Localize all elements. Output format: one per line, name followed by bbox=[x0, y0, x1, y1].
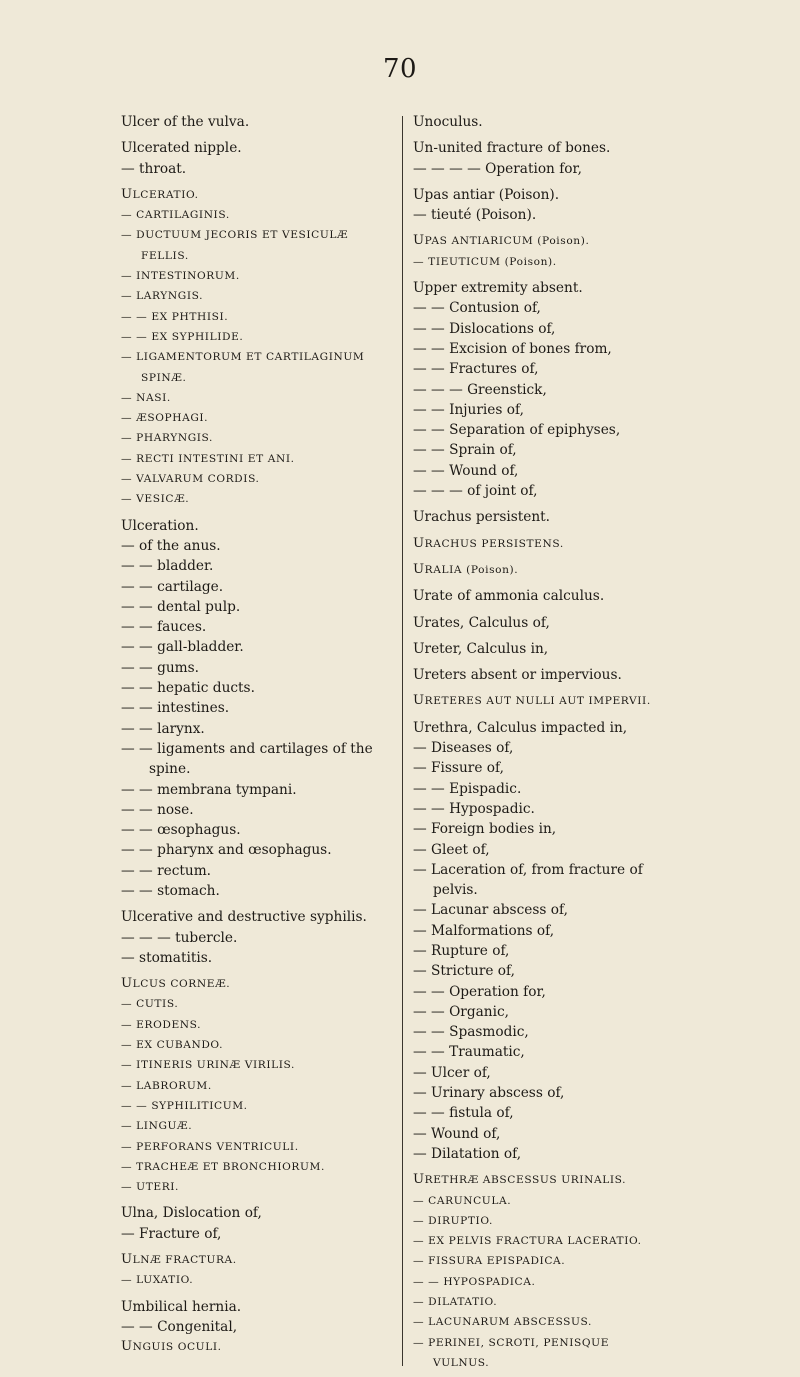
index-entry: — Laceration of, from fracture of bbox=[413, 861, 643, 878]
index-entry: — — Excision of bones from, bbox=[413, 340, 612, 357]
index-entry: — — Wound of, bbox=[413, 462, 519, 479]
index-entry: — — hepatic ducts. bbox=[121, 680, 255, 697]
index-entry-latin: — — HYPOSPADICA. bbox=[413, 1275, 536, 1288]
index-entry: — — ligaments and cartilages of the bbox=[121, 740, 373, 757]
index-entry-latin: — TRACHEÆ ET BRONCHIORUM. bbox=[121, 1160, 325, 1173]
index-entry-latin: FELLIS. bbox=[141, 249, 189, 262]
index-entry-latin: — CARUNCULA. bbox=[413, 1194, 512, 1207]
index-entry: Ureters absent or impervious. bbox=[413, 667, 622, 684]
index-column-left bbox=[121, 112, 391, 1358]
column-divider bbox=[402, 116, 403, 1366]
index-entry: Upas antiar (Poison). bbox=[413, 186, 560, 203]
index-entry: — Lacunar abscess of, bbox=[413, 902, 568, 919]
index-entry: — Diseases of, bbox=[413, 740, 514, 757]
index-entry: — Urinary abscess of, bbox=[413, 1085, 565, 1102]
index-entry: Ulcerative and destructive syphilis. bbox=[121, 909, 367, 926]
index-entry-latin: — EX PELVIS FRACTURA LACERATIO. bbox=[413, 1235, 642, 1248]
index-entry: — — dental pulp. bbox=[121, 598, 241, 615]
index-entry-latin: — ÆSOPHAGI. bbox=[121, 412, 209, 425]
index-entry: — — Sprain of, bbox=[413, 442, 517, 459]
index-entry: — Malformations of, bbox=[413, 922, 555, 939]
index-entry-latin: — EX CUBANDO. bbox=[121, 1039, 224, 1052]
index-entry-latin: — INTESTINORUM. bbox=[121, 270, 240, 283]
index-entry: — — Contusion of, bbox=[413, 300, 541, 317]
index-entry: Ulna, Dislocation of, bbox=[121, 1205, 262, 1222]
index-entry: — — larynx. bbox=[121, 720, 205, 737]
index-entry-latin: — FISSURA EPISPADICA. bbox=[413, 1255, 566, 1268]
index-entry: — stomatitis. bbox=[121, 949, 213, 966]
index-entry-latin: — VESICÆ. bbox=[121, 493, 190, 506]
index-entry: — Ulcer of, bbox=[413, 1064, 491, 1081]
index-entry: — — Spasmodic, bbox=[413, 1024, 529, 1041]
index-entry: — — Hypospadic. bbox=[413, 800, 535, 817]
index-entry-latin: ULNÆ FRACTURA. bbox=[121, 1252, 237, 1268]
index-entry: — — gums. bbox=[121, 659, 200, 676]
index-entry: Upper extremity absent. bbox=[413, 280, 583, 297]
index-entry-latin: — RECTI INTESTINI ET ANI. bbox=[121, 452, 295, 465]
index-entry-latin: — PHARYNGIS. bbox=[121, 432, 213, 445]
index-entry: — — bladder. bbox=[121, 558, 214, 575]
index-entry: — — — tubercle. bbox=[121, 929, 238, 946]
index-entry-latin: — UTERI. bbox=[121, 1181, 180, 1194]
index-entry: Ulceration. bbox=[121, 517, 199, 534]
index-entry-latin: — TIEUTICUM (Poison). bbox=[413, 255, 557, 268]
index-entry: Ureter, Calculus in, bbox=[413, 640, 549, 657]
index-entry: — — fauces. bbox=[121, 619, 207, 636]
index-entry: — — cartilage. bbox=[121, 578, 224, 595]
index-entry: — — nose. bbox=[121, 801, 194, 818]
index-entry-latin: — PERINEI, SCROTI, PENISQUE bbox=[413, 1336, 610, 1349]
index-entry-latin: — — EX SYPHILIDE. bbox=[121, 330, 244, 343]
index-entry: — — Separation of epiphyses, bbox=[413, 422, 621, 439]
index-entry-latin: — VALVARUM CORDIS. bbox=[121, 473, 260, 486]
index-entry: — Fracture of, bbox=[121, 1225, 222, 1242]
index-entry: — — stomach. bbox=[121, 882, 220, 899]
index-entry-latin: — CUTIS. bbox=[121, 998, 179, 1011]
index-entry-latin: — — EX PHTHISI. bbox=[121, 310, 229, 323]
index-entry-latin: — LIGAMENTORUM ET CARTILAGINUM bbox=[121, 351, 365, 364]
index-entry: — — Fractures of, bbox=[413, 361, 539, 378]
index-entry-latin: — LACUNARUM ABSCESSUS. bbox=[413, 1316, 592, 1329]
index-entry: — — Organic, bbox=[413, 1003, 509, 1020]
index-entry-latin: — PERFORANS VENTRICULI. bbox=[121, 1140, 299, 1153]
index-entry: — Foreign bodies in, bbox=[413, 821, 557, 838]
index-entry-latin: — LINGUÆ. bbox=[121, 1120, 193, 1133]
page-number: 70 bbox=[382, 54, 418, 84]
index-entry: — — Dislocations of, bbox=[413, 320, 556, 337]
index-entry: — Stricture of, bbox=[413, 963, 515, 980]
index-column-right bbox=[413, 112, 709, 1373]
index-entry: — Wound of, bbox=[413, 1125, 501, 1142]
index-entry-latin: — DIRUPTIO. bbox=[413, 1214, 493, 1227]
index-entry-latin: URACHUS PERSISTENS. bbox=[413, 535, 564, 551]
index-entry-latin: UNGUIS OCULI. bbox=[121, 1339, 222, 1355]
index-entry: Umbilical hernia. bbox=[121, 1298, 242, 1315]
index-entry-latin: — DILATATIO. bbox=[413, 1296, 498, 1309]
index-entry: Ulcerated nipple. bbox=[121, 140, 242, 157]
index-entry: — — Injuries of, bbox=[413, 401, 524, 418]
index-entry: Un-united fracture of bones. bbox=[413, 140, 611, 157]
index-entry: — Rupture of, bbox=[413, 942, 510, 959]
index-entry-latin: SPINÆ. bbox=[141, 371, 187, 384]
index-entry: — — rectum. bbox=[121, 862, 212, 879]
index-entry: — — œsophagus. bbox=[121, 822, 241, 839]
index-entry: — Fissure of, bbox=[413, 760, 504, 777]
index-entry-latin: — LARYNGIS. bbox=[121, 290, 204, 303]
index-entry: — — Traumatic, bbox=[413, 1044, 525, 1061]
index-entry: — — fistula of, bbox=[413, 1105, 514, 1122]
index-entry-latin: — CARTILAGINIS. bbox=[121, 209, 230, 222]
index-entry: — — intestines. bbox=[121, 700, 230, 717]
index-entry-latin: URETERES AUT NULLI AUT IMPERVII. bbox=[413, 693, 651, 709]
index-entry: — — Epispadic. bbox=[413, 780, 522, 797]
index-entry: Ulcer of the vulva. bbox=[121, 114, 250, 130]
index-entry: spine. bbox=[149, 761, 191, 778]
index-entry: Unoculus. bbox=[413, 114, 483, 130]
index-entry: pelvis. bbox=[433, 882, 478, 899]
index-entry: Urethra, Calculus impacted in, bbox=[413, 719, 628, 736]
index-entry: — — — — Operation for, bbox=[413, 160, 582, 177]
index-entry: — — — of joint of, bbox=[413, 483, 538, 500]
index-entry-latin: — LUXATIO. bbox=[121, 1274, 194, 1287]
index-entry-latin: UPAS ANTIARICUM (Poison). bbox=[413, 233, 590, 249]
index-entry-latin: — NASI. bbox=[121, 391, 171, 404]
index-entry: Urate of ammonia calculus. bbox=[413, 588, 605, 605]
index-entry-latin: — ITINERIS URINÆ VIRILIS. bbox=[121, 1059, 295, 1072]
index-entry-latin: — LABRORUM. bbox=[121, 1079, 212, 1092]
index-entry: — — Operation for, bbox=[413, 983, 546, 1000]
index-entry-latin: — DUCTUUM JECORIS ET VESICULÆ bbox=[121, 229, 349, 242]
index-entry: — Gleet of, bbox=[413, 841, 490, 858]
index-entry: — throat. bbox=[121, 160, 187, 177]
index-entry-latin: URALIA (Poison). bbox=[413, 561, 519, 577]
index-entry-latin: VULNUS. bbox=[433, 1356, 490, 1369]
index-entry-latin: ULCUS CORNEÆ. bbox=[121, 976, 231, 992]
index-entry-latin: — — SYPHILITICUM. bbox=[121, 1099, 248, 1112]
index-entry: — Dilatation of, bbox=[413, 1145, 522, 1162]
index-entry: — — — Greenstick, bbox=[413, 381, 547, 398]
index-entry-latin: ULCERATIO. bbox=[121, 186, 199, 202]
index-entry: Urachus persistent. bbox=[413, 509, 551, 526]
index-entry: — — pharynx and œsophagus. bbox=[121, 842, 332, 859]
index-entry: — — gall-bladder. bbox=[121, 639, 244, 656]
index-entry: Urates, Calculus of, bbox=[413, 614, 550, 631]
index-entry: — — membrana tympani. bbox=[121, 781, 297, 798]
index-entry: — tieuté (Poison). bbox=[413, 207, 537, 224]
index-entry: — — Congenital, bbox=[121, 1318, 238, 1335]
index-entry-latin: — ERODENS. bbox=[121, 1018, 202, 1031]
index-entry-latin: URETHRÆ ABSCESSUS URINALIS. bbox=[413, 1172, 627, 1188]
index-entry: — of the anus. bbox=[121, 537, 221, 554]
